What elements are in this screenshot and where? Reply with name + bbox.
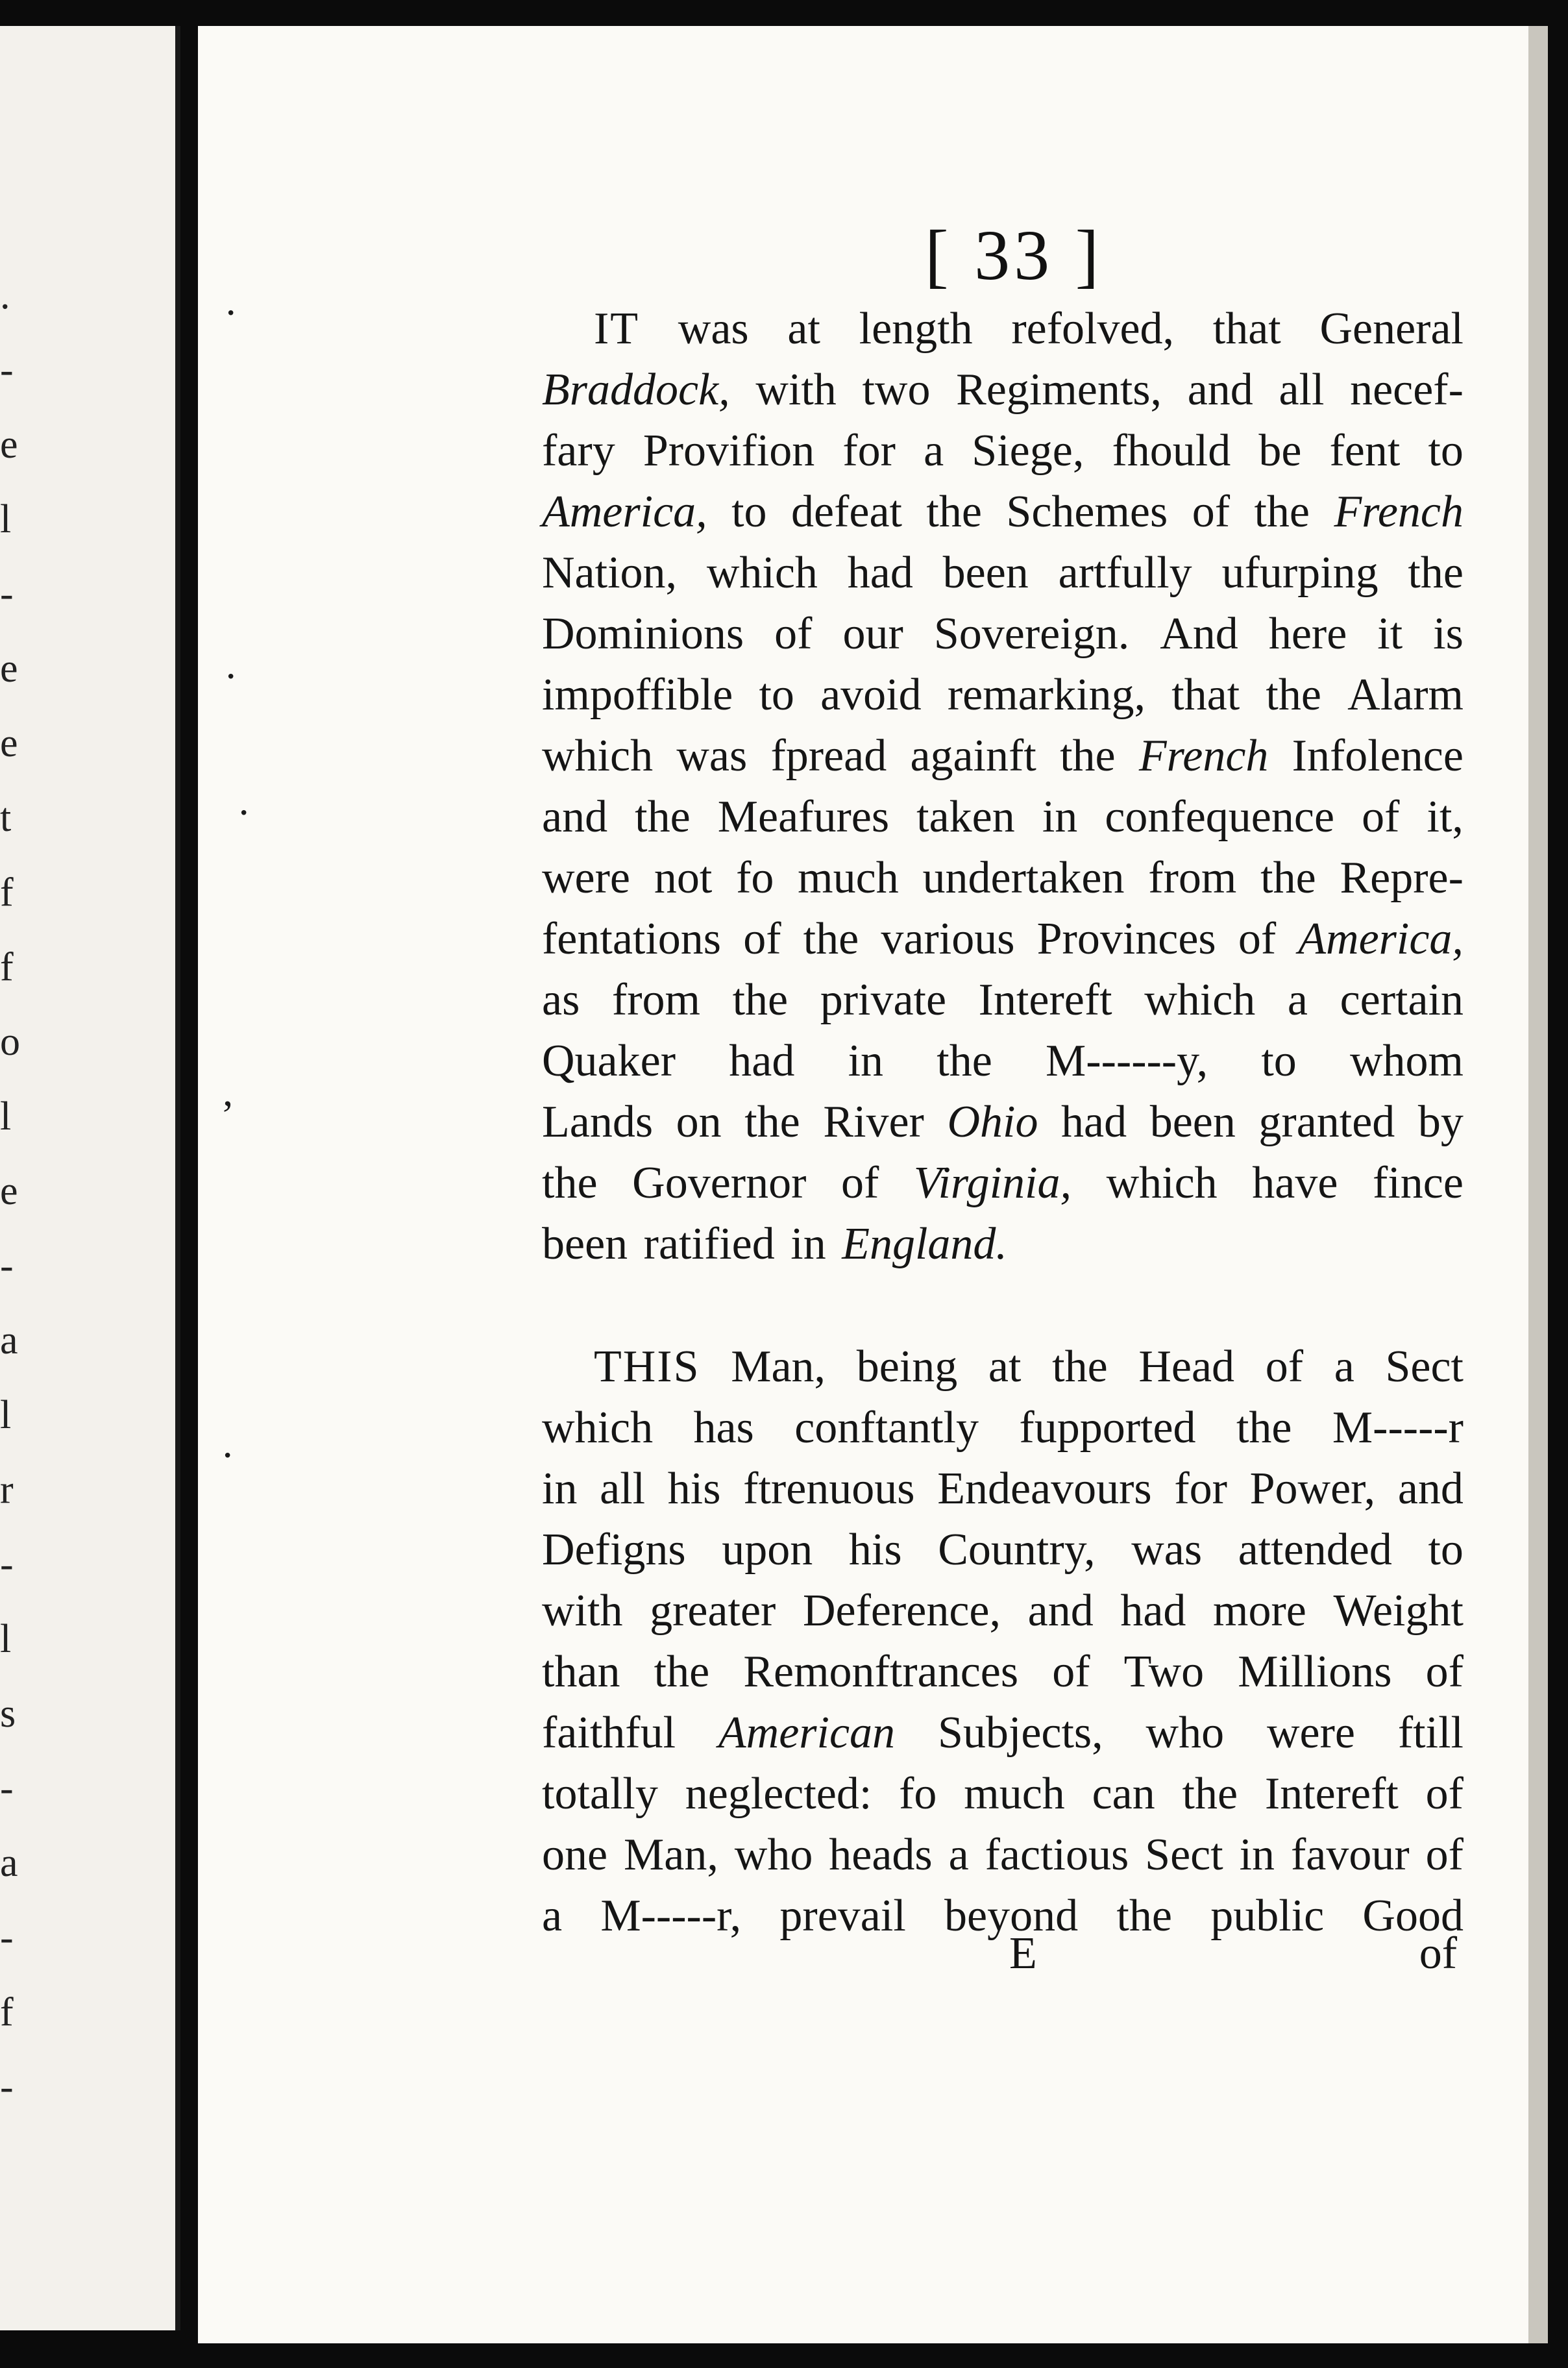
word: in [542, 1464, 578, 1514]
word: Meafures [717, 792, 890, 842]
text-line [542, 726, 1464, 787]
word: Siege, [972, 426, 1084, 476]
word: length [859, 304, 973, 354]
text-line [542, 482, 1464, 543]
word: all [1279, 365, 1325, 415]
word: Provinces [1036, 914, 1216, 964]
word: of [743, 914, 781, 964]
word: on [676, 1097, 722, 1147]
word: neglected: [685, 1769, 872, 1819]
facing-page-glyph: l [0, 1094, 12, 1139]
word: fhould [1112, 426, 1231, 476]
word: remarking, [947, 670, 1146, 720]
word: Sect [1385, 1342, 1464, 1392]
word: fpread [770, 731, 887, 781]
paragraph [542, 299, 1464, 1275]
facing-page-glyph: l [0, 1617, 12, 1661]
word: ufurping [1221, 548, 1378, 598]
word: American [718, 1708, 896, 1758]
word: been [942, 548, 1029, 598]
facing-page-glyph: f [0, 870, 14, 915]
word: the [1116, 1891, 1172, 1941]
word: Sect [1145, 1830, 1223, 1880]
word: Braddock, [542, 365, 730, 415]
word: necef- [1350, 365, 1464, 415]
word: the [937, 1036, 992, 1086]
word: the [1236, 1403, 1292, 1453]
word: the [1408, 548, 1464, 598]
text-line [542, 1092, 1464, 1153]
page-footer [542, 1928, 1464, 1993]
word: more [1213, 1586, 1306, 1636]
word: greater [650, 1586, 776, 1636]
word: had [847, 548, 913, 598]
word: Infolence [1292, 731, 1464, 781]
word: by [1417, 1097, 1464, 1147]
word: for [1174, 1464, 1227, 1514]
word: that [1212, 304, 1281, 354]
word: being [856, 1342, 958, 1392]
facing-page-glyph: f [0, 945, 14, 989]
word: Power, [1249, 1464, 1376, 1514]
word: impoffible [542, 670, 733, 720]
word: prevail [779, 1891, 906, 1941]
word: as [542, 975, 580, 1025]
text-line [542, 1642, 1464, 1703]
word: and [1397, 1464, 1464, 1514]
word: to [1428, 426, 1464, 476]
word: with [542, 1586, 623, 1636]
word: his [848, 1525, 902, 1575]
word: in [1042, 792, 1078, 842]
text-line [542, 1459, 1464, 1520]
facing-page-edge [0, 26, 180, 2330]
word: the [1254, 487, 1310, 537]
word: two [862, 365, 931, 415]
word: upon [722, 1525, 813, 1575]
facing-page-glyph: - [0, 348, 14, 392]
word: Endeavours [937, 1464, 1152, 1514]
facing-page-glyph: - [0, 1916, 14, 1960]
facing-page-glyph: t [0, 796, 12, 840]
word: againft [910, 731, 1036, 781]
word: heads [829, 1830, 933, 1880]
word: to [1261, 1036, 1297, 1086]
word: French [1334, 487, 1464, 537]
text-line [542, 848, 1464, 909]
word: of [1362, 792, 1400, 842]
text-line [542, 360, 1464, 421]
word: Regiments, [956, 365, 1162, 415]
word: various [881, 914, 1015, 964]
word: which [542, 731, 654, 781]
word: the [654, 1647, 710, 1697]
text-line [542, 1153, 1464, 1214]
word: been [542, 1219, 628, 1269]
word: have [1252, 1158, 1338, 1208]
word: which [706, 548, 818, 598]
word: can [1092, 1769, 1155, 1819]
facing-page-glyph: f [0, 1990, 14, 2034]
word: of [1265, 1342, 1304, 1392]
word: M-----r [1332, 1403, 1464, 1453]
word: to [759, 670, 794, 720]
word: Millions [1238, 1647, 1392, 1697]
text-line [542, 787, 1464, 848]
word: M-----r, [600, 1891, 742, 1941]
word: a [1334, 1342, 1354, 1392]
word: General [1319, 304, 1464, 354]
gutter-mark: · [237, 789, 251, 835]
word: was [678, 304, 749, 354]
word: his [667, 1464, 721, 1514]
text-line [542, 909, 1464, 970]
word: Remonftrances [743, 1647, 1019, 1697]
word: had [729, 1036, 795, 1086]
word: Good [1362, 1891, 1464, 1941]
word: the [1060, 731, 1116, 781]
word: is [1433, 609, 1464, 659]
facing-page-glyph: r [0, 1468, 14, 1512]
word: America, [1298, 914, 1464, 964]
catchword: of [1419, 1929, 1457, 1979]
word: French [1138, 731, 1269, 781]
signature-mark: E [1009, 1929, 1037, 1979]
gutter-mark: · [224, 653, 238, 699]
word: fupported [1019, 1403, 1196, 1453]
word: had [1061, 1097, 1127, 1147]
word: the [926, 487, 982, 537]
word: fary [542, 426, 615, 476]
word: at [988, 1342, 1022, 1392]
word: had [1120, 1586, 1186, 1636]
word: the [1052, 1342, 1108, 1392]
facing-page-glyph: e [0, 423, 18, 467]
facing-page-glyph: - [0, 2065, 14, 2109]
word: been [1149, 1097, 1236, 1147]
word: were [1266, 1708, 1355, 1758]
text-line [542, 1398, 1464, 1459]
word: which [1106, 1158, 1218, 1208]
text-line [542, 1214, 1464, 1275]
word: Two [1123, 1647, 1205, 1697]
word: in [848, 1036, 884, 1086]
word: to [1428, 1525, 1464, 1575]
word: be [1258, 426, 1302, 476]
word: beyond [944, 1891, 1079, 1941]
word: whom [1350, 1036, 1464, 1086]
word: Country, [938, 1525, 1096, 1575]
facing-page-glyph: s [0, 1692, 16, 1736]
word: a [948, 1830, 969, 1880]
word: Deference, [802, 1586, 1001, 1636]
word: one [542, 1830, 608, 1880]
word: refolved, [1011, 304, 1175, 354]
word: it [1377, 609, 1403, 659]
word: the [635, 792, 691, 842]
word: taken [916, 792, 1015, 842]
word: confequence [1105, 792, 1335, 842]
word: conftantly [794, 1403, 979, 1453]
word: Ohio [947, 1097, 1038, 1147]
word: fince [1373, 1158, 1464, 1208]
word: fentations [542, 914, 722, 964]
word: fent [1329, 426, 1401, 476]
word: that [1171, 670, 1240, 720]
facing-page-glyph: a [0, 1318, 18, 1363]
page-number: [ 33 ] [925, 216, 1103, 295]
word: Sovereign. [933, 609, 1130, 659]
word: the [732, 975, 789, 1025]
word: Nation, [542, 548, 678, 598]
facing-page-glyph: o [0, 1020, 20, 1064]
word: were [542, 853, 631, 903]
word: and [542, 792, 608, 842]
facing-page-glyph: l [0, 497, 12, 541]
text-line [542, 543, 1464, 604]
word: of [1192, 487, 1230, 537]
book-page [198, 26, 1548, 2343]
word: much [964, 1769, 1065, 1819]
text-line [542, 1520, 1464, 1581]
facing-page-glyph: - [0, 572, 14, 616]
word: M------y, [1046, 1036, 1208, 1086]
word: private [820, 975, 947, 1025]
word: Repre- [1340, 853, 1464, 903]
word: for [842, 426, 896, 476]
word: THIS [594, 1342, 700, 1392]
word: to [731, 487, 767, 537]
facing-page-glyph: - [0, 1542, 14, 1586]
body-text [542, 299, 1464, 1947]
word: it, [1427, 792, 1464, 842]
word: of [1425, 1647, 1464, 1697]
paragraph-gap [542, 1275, 1464, 1337]
text-line [542, 1825, 1464, 1886]
text-line [542, 299, 1464, 360]
word: was [676, 731, 748, 781]
facing-page-glyph: - [0, 1244, 14, 1288]
word: of [1425, 1769, 1464, 1819]
word: faithful [542, 1708, 676, 1758]
gutter-mark: · [221, 1432, 235, 1478]
text-line [542, 970, 1464, 1031]
word: at [787, 304, 820, 354]
word: ratified [643, 1219, 775, 1269]
word: favour [1291, 1830, 1410, 1880]
word: the [1182, 1769, 1238, 1819]
word: factious [985, 1830, 1129, 1880]
word: in [1239, 1830, 1275, 1880]
word: of [1425, 1830, 1464, 1880]
word: who [1145, 1708, 1225, 1758]
facing-page-glyph: - [0, 1766, 14, 1810]
word: the [542, 1158, 598, 1208]
word: a [924, 426, 944, 476]
word: Virginia, [913, 1158, 1072, 1208]
word: the [744, 1097, 800, 1147]
word: Defigns [542, 1525, 686, 1575]
word: a [1287, 975, 1308, 1025]
word: was [1131, 1525, 1203, 1575]
word: of [1238, 914, 1277, 964]
text-line [542, 1581, 1464, 1642]
word: Provifion [643, 426, 815, 476]
word: our [842, 609, 903, 659]
word: of [774, 609, 813, 659]
word: public [1210, 1891, 1325, 1941]
word: America, [542, 487, 707, 537]
word: Dominions [542, 609, 744, 659]
text-line [542, 665, 1464, 726]
word: ftrenuous [743, 1464, 915, 1514]
word: Intereft [1264, 1769, 1399, 1819]
word: the [1260, 853, 1316, 903]
facing-page-glyph: e [0, 1169, 18, 1213]
word: the [803, 914, 859, 964]
word: from [611, 975, 700, 1025]
word: from [1148, 853, 1237, 903]
word: Man, [624, 1830, 718, 1880]
word: Subjects, [937, 1708, 1103, 1758]
facing-page-glyph: a [0, 1841, 18, 1885]
word: which [1144, 975, 1256, 1025]
word: of [1052, 1647, 1090, 1697]
word: here [1268, 609, 1347, 659]
word: Alarm [1347, 670, 1464, 720]
facing-page-glyph: e [0, 647, 18, 691]
word: Schemes [1006, 487, 1168, 537]
word: Weight [1333, 1586, 1464, 1636]
word: Head [1138, 1342, 1235, 1392]
word: ftill [1397, 1708, 1464, 1758]
word: Intereft [978, 975, 1112, 1025]
word: and [1187, 365, 1253, 415]
facing-page-glyph: e [0, 721, 18, 765]
word: who [734, 1830, 813, 1880]
word: Lands [542, 1097, 654, 1147]
word: IT [594, 304, 640, 354]
word: totally [542, 1769, 658, 1819]
word: fo [736, 853, 774, 903]
word: in [790, 1219, 826, 1269]
word: defeat [791, 487, 902, 537]
text-line [542, 1337, 1464, 1398]
word: and [1027, 1586, 1094, 1636]
facing-page-glyph: . [0, 273, 10, 317]
word: a [542, 1891, 563, 1941]
word: fo [899, 1769, 937, 1819]
word: avoid [820, 670, 922, 720]
word: undertaken [922, 853, 1125, 903]
word: England. [842, 1219, 1007, 1269]
word: And [1160, 609, 1238, 659]
word: than [542, 1647, 620, 1697]
word: River [823, 1097, 924, 1147]
word: has [693, 1403, 754, 1453]
word: attended [1238, 1525, 1392, 1575]
word: which [542, 1403, 654, 1453]
word: Man, [731, 1342, 826, 1392]
text-line [542, 1703, 1464, 1764]
word: certain [1340, 975, 1464, 1025]
paragraph [542, 1337, 1464, 1947]
word: granted [1258, 1097, 1395, 1147]
text-line [542, 421, 1464, 482]
word: not [654, 853, 713, 903]
word: of [841, 1158, 879, 1208]
text-line [542, 1031, 1464, 1092]
word: all [600, 1464, 646, 1514]
word: Governor [632, 1158, 807, 1208]
word: artfully [1058, 548, 1192, 598]
gutter-mark: · [224, 290, 238, 336]
word: Quaker [542, 1036, 676, 1086]
gutter-mark: ‚ [221, 1068, 235, 1115]
text-line [542, 604, 1464, 665]
text-line [542, 1764, 1464, 1825]
word: the [1266, 670, 1321, 720]
facing-page-glyph: l [0, 1393, 12, 1437]
word: much [798, 853, 899, 903]
word: with [755, 365, 837, 415]
